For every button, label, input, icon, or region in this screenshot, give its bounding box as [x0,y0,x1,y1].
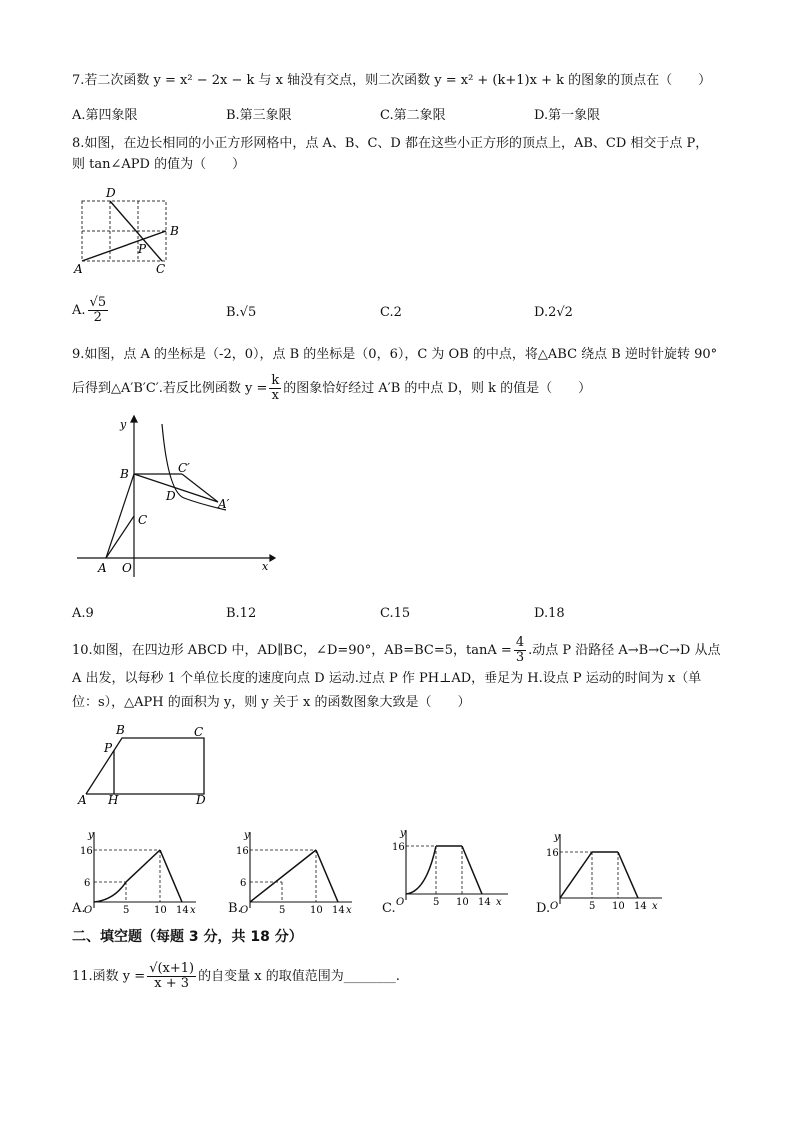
q9-coordinate-figure [72,412,282,582]
graph-c [392,826,512,916]
q9-option-d: D.18 [534,606,565,621]
q8-stem-line1: 8.如图，在边长相同的小正方形网格中，点 A、B、C、D 都在这些小正方形的顶点上，AB、CD 相交于点 P， [72,136,709,151]
q10-option-d-graph [536,826,706,918]
svg-text:10: 10 [154,905,167,916]
q7-option-d: D.第一象限 [534,108,601,123]
q10-stem-line2: A 出发，以每秒 1 个单位长度的速度向点 D 运动.过点 P 作 PH⊥AD，垂足为 H.设点 P 运动的时间为 x（单 [72,671,702,686]
q10-quadrilateral-figure [72,722,222,808]
svg-text:16: 16 [236,846,249,857]
svg-text:5: 5 [123,905,130,916]
svg-text:14: 14 [478,897,491,908]
segment-ab [82,231,166,261]
label-p: P [138,242,147,256]
label-a-prime: A′ [218,497,230,511]
svg-text:O: O [84,905,93,916]
svg-text:16: 16 [80,846,93,857]
svg-text:x: x [346,905,352,916]
label-c: C [138,513,148,527]
label-b: B [120,467,129,481]
svg-text:O: O [550,901,559,912]
svg-text:y: y [244,830,250,841]
svg-text:10: 10 [310,905,323,916]
svg-text:14: 14 [332,905,345,916]
svg-text:5: 5 [433,897,440,908]
q7-option-b: B.第三象限 [226,108,292,123]
svg-text:6: 6 [240,878,247,889]
label-b: B [116,723,125,737]
graph-d [546,826,666,916]
svg-text:16: 16 [392,842,405,853]
svg-text:y: y [400,828,406,839]
label-c: C [156,262,166,275]
graph-b [236,826,356,916]
q10-option-c-graph [382,826,552,918]
q9-option-a: A.9 [72,606,94,621]
svg-text:5: 5 [589,901,596,912]
svg-text:y: y [554,832,560,843]
q11-stem: 11.函数 y = $\frac{√(x+1)}{x + 3}$ 的自变量 x 的取值范围为________. [72,961,400,991]
label-o: O [122,561,132,575]
svg-text:O: O [396,897,405,908]
svg-text:x: x [190,905,196,916]
svg-text:10: 10 [456,897,469,908]
q8-option-b: B.√5 [226,305,257,320]
label-d: D [196,793,206,807]
q9-option-c: C.15 [380,606,411,621]
svg-text:16: 16 [546,848,559,859]
q7-stem: 7.若二次函数 y = x² − 2x − k 与 x 轴没有交点，则二次函数 y = x² + (k+1)x + k 的图象的顶点在（ ） [72,73,712,88]
q10-option-b-label: B. [228,901,242,916]
q8-option-a: A. $\frac{√5}{2}$ [72,295,107,325]
q9-stem-line1: 9.如图，点 A 的坐标是（-2，0），点 B 的坐标是（0，6），C 为 OB 的中点，将△ABC 绕点 B 逆时针旋转 90° [72,347,718,362]
label-a: A [74,262,83,275]
svg-text:14: 14 [176,905,189,916]
q10-option-a-graph [70,826,240,918]
q10-option-b-graph [226,826,396,918]
q10-stem-line1: 10.如图，在四边形 ABCD 中，AD∥BC，∠D=90°，AB=BC=5，tanA = $\frac{4}{3}$ .动点 P 沿路径 A→B→C→D 从点 [72,635,721,665]
label-h: H [108,793,119,807]
q8-stem-line2: 则 tan∠APD 的值为（ ） [72,157,246,172]
svg-text:6: 6 [84,878,91,889]
q10-option-c-label: C. [382,901,396,916]
svg-text:x: x [496,897,502,908]
label-d: D [106,186,116,200]
label-p: P [104,741,113,755]
label-a: A [98,561,107,575]
label-y-axis: y [120,418,127,431]
graph-a [80,826,200,916]
label-x-axis: x [262,560,269,573]
q8-grid-figure [72,183,192,275]
svg-text:x: x [652,901,658,912]
q10-stem-line3: 位：s），△APH 的面积为 y，则 y 关于 x 的函数图象大致是（ ） [72,695,471,710]
section-title-fill-in: 二、填空题（每题 3 分，共 18 分） [72,929,303,945]
q10-option-a-label: A. [72,901,86,916]
svg-text:10: 10 [612,901,625,912]
svg-text:y: y [88,830,94,841]
q9-stem-line2: 后得到△A′B′C′.若反比例函数 y = $\frac{k}{x}$ 的图象恰好经过 A′B 的中点 D，则 k 的值是（ ） [72,373,592,403]
q8-option-d: D.2√2 [534,305,573,320]
svg-text:14: 14 [634,901,647,912]
label-c: C [194,725,204,739]
q10-option-d-label: D. [536,901,551,916]
label-a: A [78,793,87,807]
label-c-prime: C′ [178,461,190,475]
svg-text:5: 5 [279,905,286,916]
q7-option-c: C.第二象限 [380,108,446,123]
label-d: D [166,489,176,503]
label-b: B [170,224,179,238]
q9-option-b: B.12 [226,606,257,621]
svg-text:O: O [240,905,249,916]
q8-option-c: C.2 [380,305,402,320]
q7-option-a: A.第四象限 [72,108,138,123]
